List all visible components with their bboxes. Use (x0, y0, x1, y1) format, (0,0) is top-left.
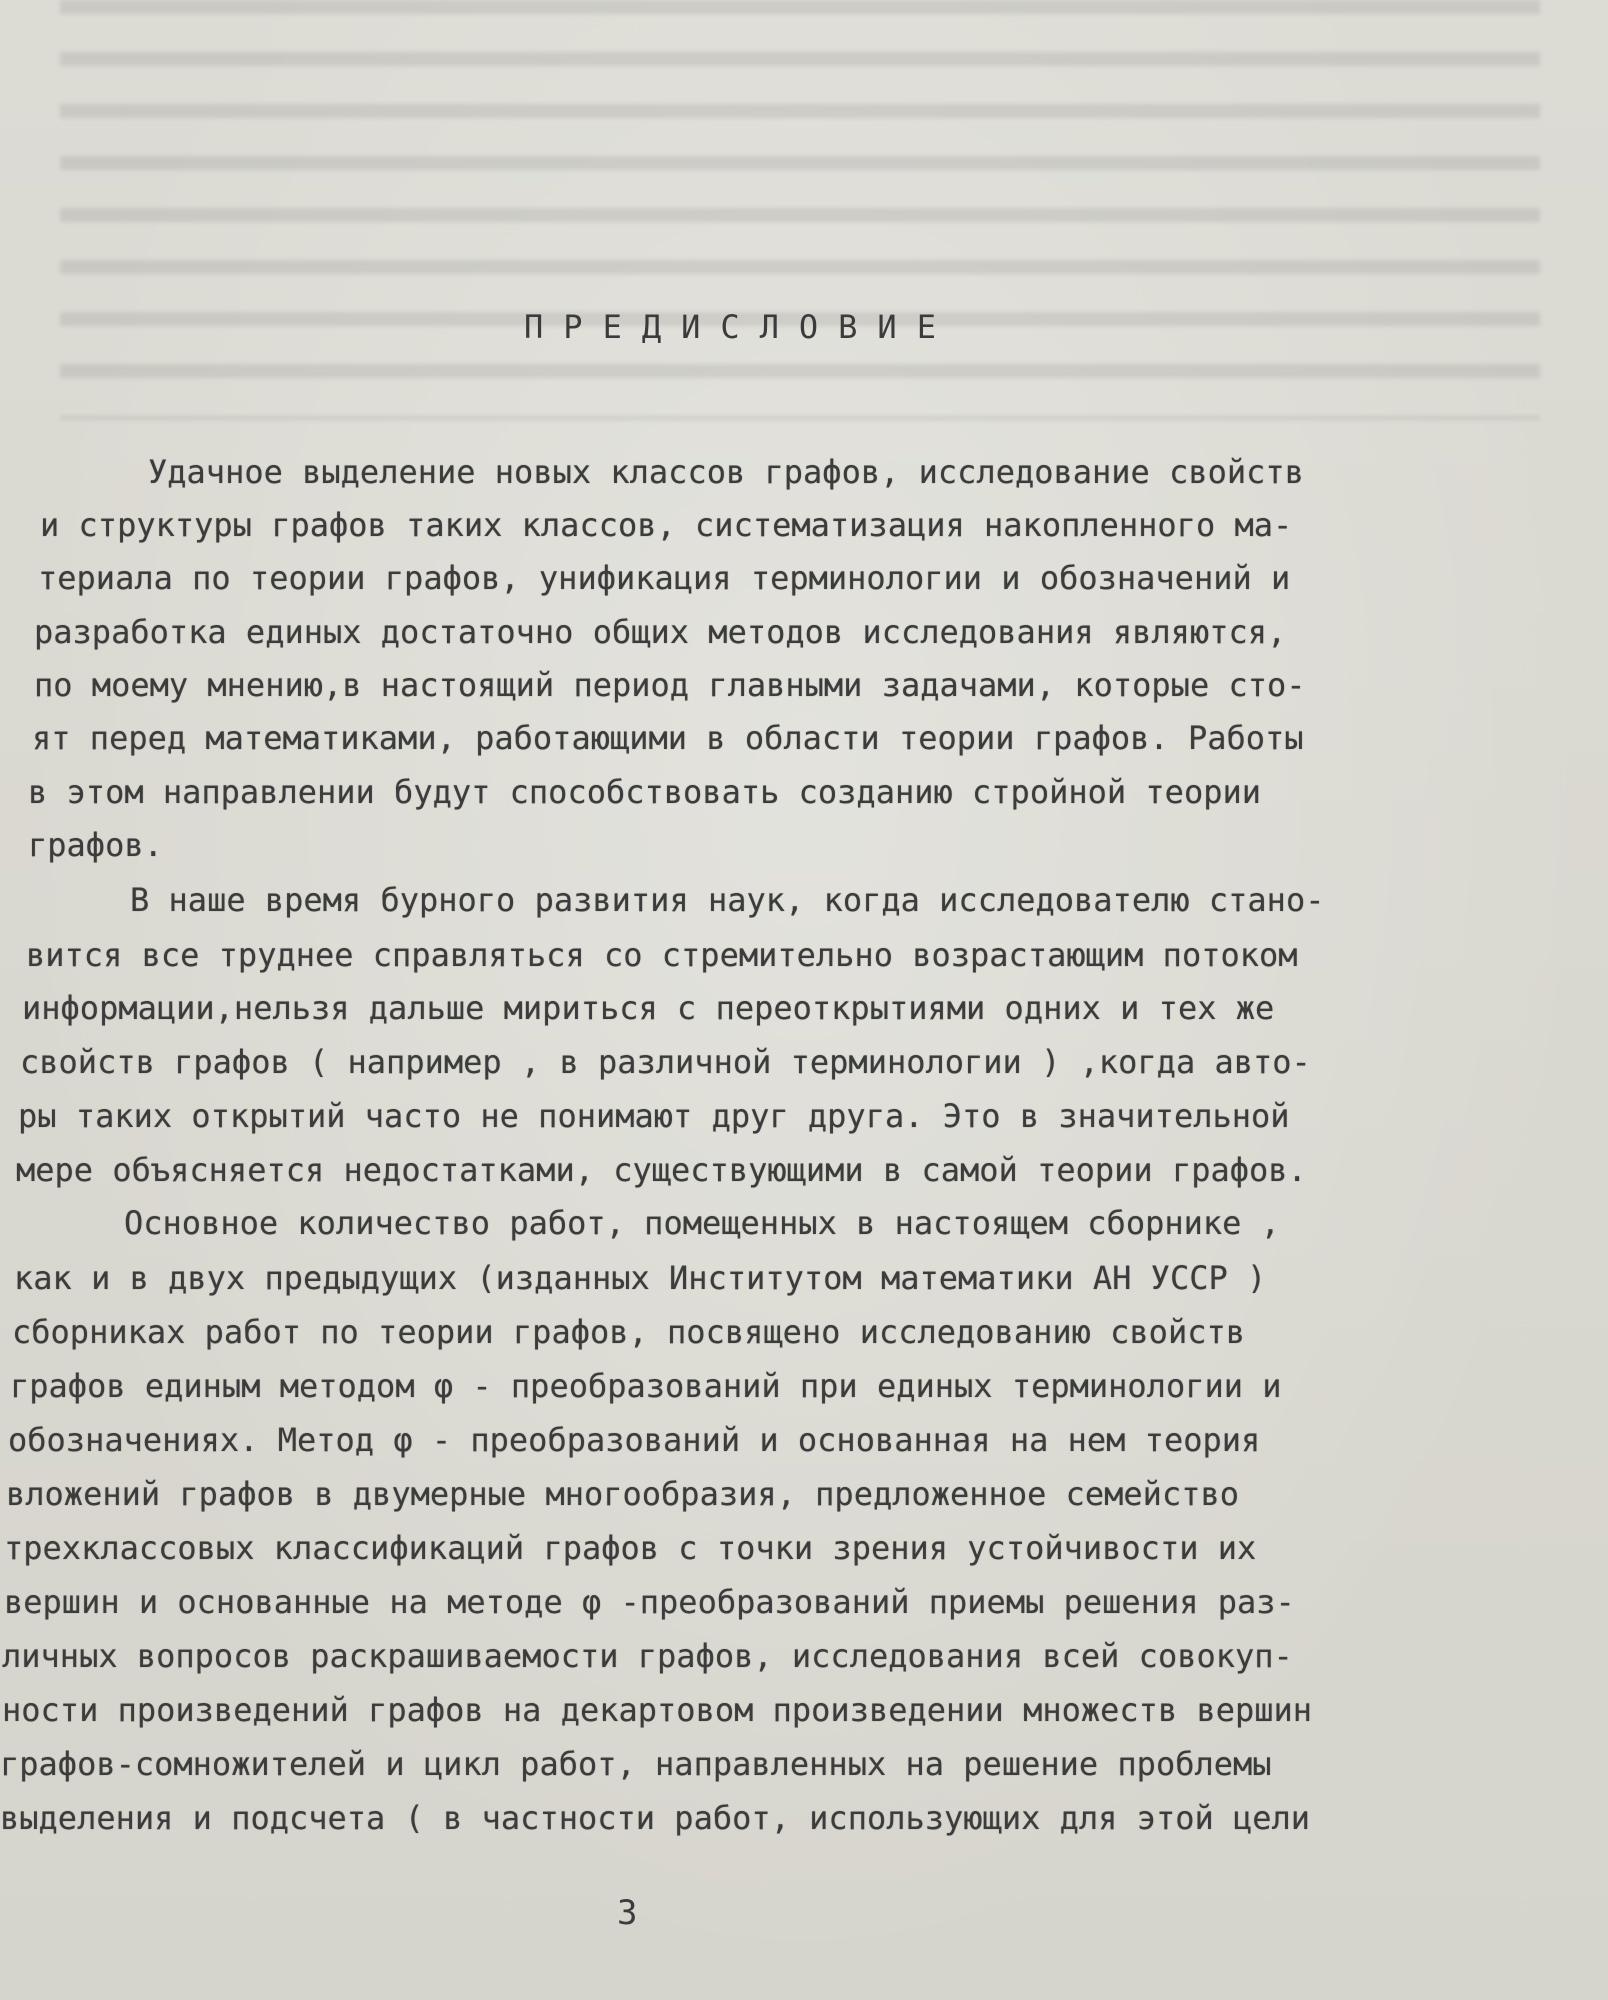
text-line-15: Основное количество работ, помещенных в настоящем сборнике , (124, 1204, 1280, 1242)
text-line-9: В наше время бурного развития наук, когда исследователю стано- (130, 881, 1325, 919)
text-line-26: выделения и подсчета ( в частности работ, использующих для этой цели (0, 1799, 1311, 1837)
page-number: 3 (617, 1893, 638, 1933)
text-line-11: информации,нельзя дальше мириться с переоткрытиями одних и тех же (22, 989, 1275, 1027)
text-line-10: вится все труднее справляться со стремительно возрастающим потоком (26, 936, 1298, 974)
text-line-3: териала по теории графов, унификация терминологии и обозначений и (38, 559, 1291, 597)
text-line-13: ры таких открытий часто не понимают друг друга. Это в значительной (18, 1097, 1290, 1135)
text-line-25: графов-сомножителей и цикл работ, направленных на решение проблемы (0, 1745, 1272, 1783)
text-line-18: графов единым методом φ - преобразований при единых терминологии и (10, 1367, 1282, 1405)
text-line-14: мере объясняется недостатками, существующими в самой теории графов. (16, 1151, 1307, 1189)
text-line-5: по моему мнению,в настоящий период главными задачами, которые сто- (34, 666, 1306, 704)
bleed-through-text (60, 0, 1540, 420)
text-line-6: ят перед математиками, работающими в области теории графов. Работы (32, 719, 1304, 757)
text-line-1: Удачное выделение новых классов графов, исследование свойств (148, 453, 1304, 491)
text-line-12: свойств графов ( например , в различной терминологии ) ,когда авто- (20, 1043, 1311, 1081)
text-line-23: личных вопросов раскрашиваемости графов, исследования всей совокуп- (2, 1637, 1293, 1675)
text-line-22: вершин и основанные на методе φ -преобразований приемы решения раз- (4, 1583, 1295, 1621)
page-heading: ПРЕДИСЛОВИЕ (524, 308, 956, 346)
text-line-16: как и в двух предыдущих (изданных Институтом математики АН УССР ) (14, 1259, 1267, 1297)
text-line-2: и структуры графов таких классов, систематизация накопленного ма- (40, 506, 1293, 544)
text-line-7: в этом направлении будут способствовать созданию стройной теории (28, 773, 1261, 811)
text-line-17: сборниках работ по теории графов, посвящено исследованию свойств (12, 1313, 1245, 1351)
text-line-21: трехклассовых классификаций графов с точки зрения устойчивости их (4, 1529, 1257, 1567)
text-line-24: ности произведений графов на декартовом произведении множеств вершин (2, 1691, 1313, 1729)
text-line-4: разработка единых достаточно общих методов исследования являются, (34, 613, 1287, 651)
text-line-8: графов. (28, 826, 163, 864)
text-line-19: обозначениях. Метод φ - преобразований и основанная на нем теория (8, 1421, 1261, 1459)
text-line-20: вложений графов в двумерные многообразия, предложенное семейство (6, 1475, 1239, 1513)
